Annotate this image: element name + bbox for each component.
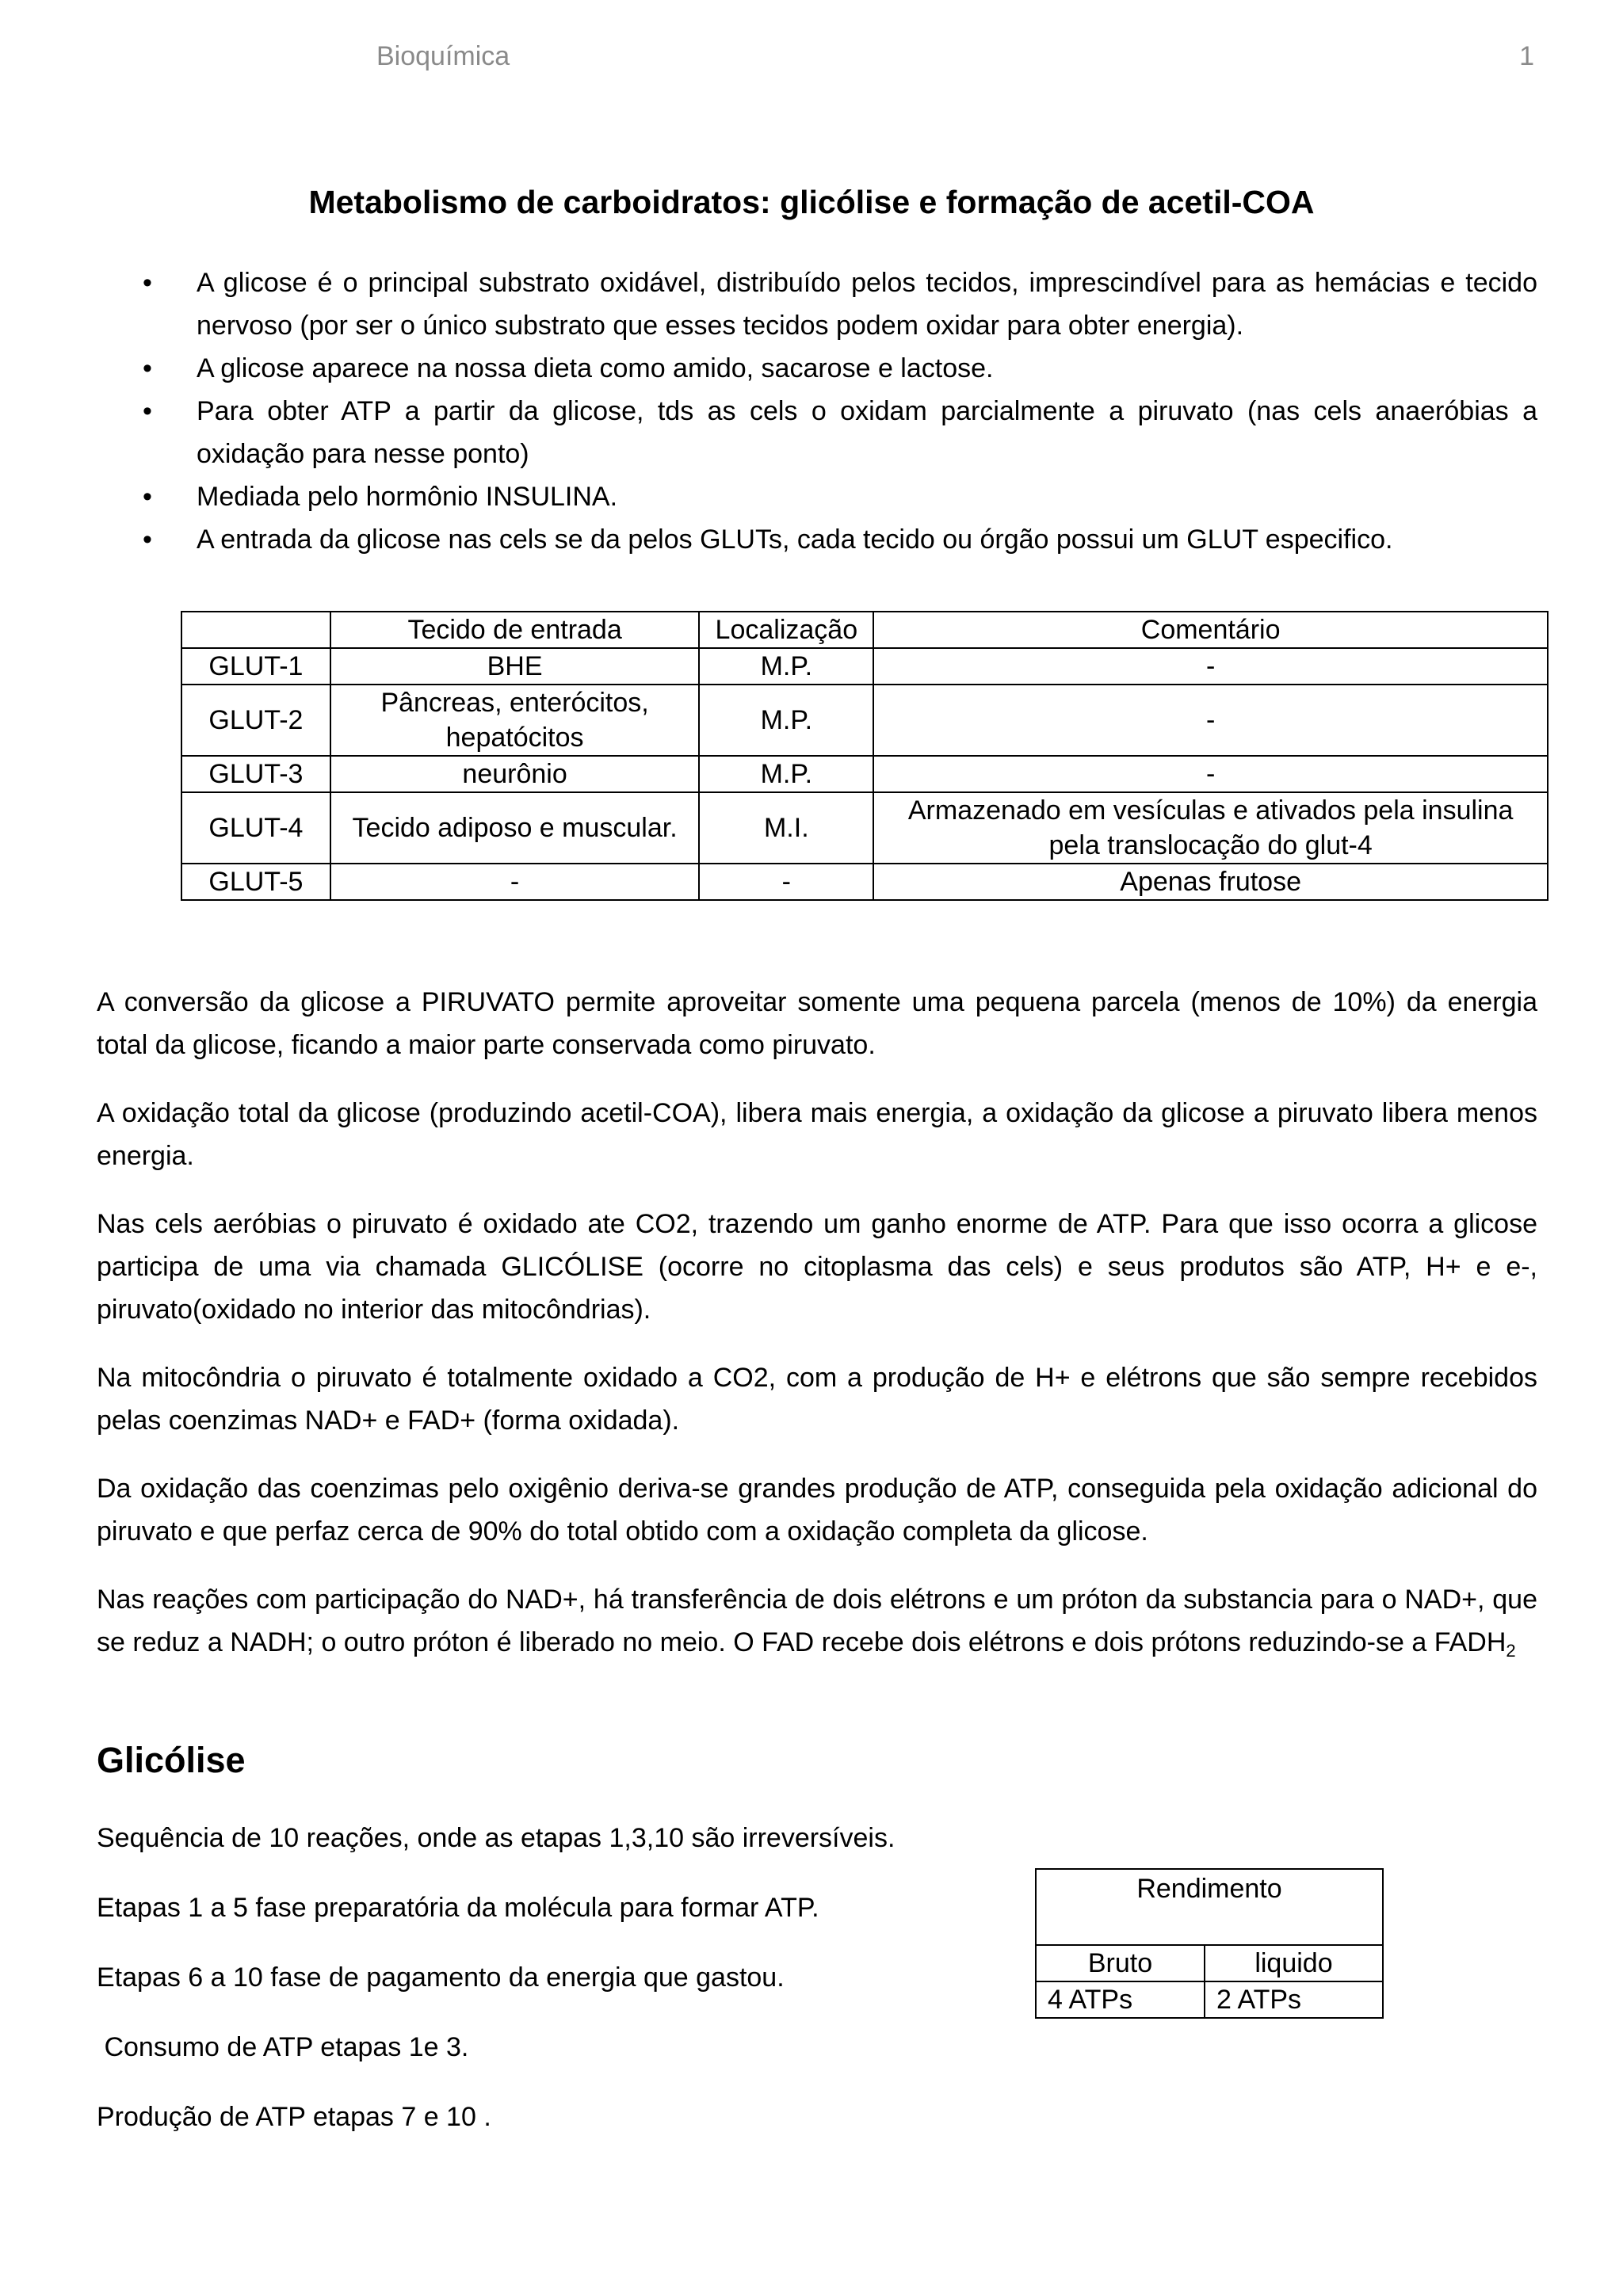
table-cell: GLUT-3	[181, 756, 330, 792]
step-item: Produção de ATP etapas 7 e 10 .	[97, 2102, 491, 2132]
table-cell: neurônio	[330, 756, 700, 792]
table-cell: M.P.	[699, 756, 873, 792]
document-title: Metabolismo de carboidratos: glicólise e formação de acetil-COA	[308, 184, 1315, 220]
table-cell: GLUT-4	[181, 792, 330, 864]
table-cell: Tecido adiposo e muscular.	[330, 792, 700, 864]
table-cell: -	[873, 685, 1548, 756]
table-header-cell: Bruto	[1036, 1945, 1205, 1981]
table-cell: M.I.	[699, 792, 873, 864]
table-row	[181, 648, 1548, 685]
bullet-item: • A glicose aparece na nossa dieta como amido, sacarose e lactose.	[143, 347, 1537, 390]
table-cell: M.P.	[699, 685, 873, 756]
table-cell: Apenas frutose	[873, 864, 1548, 900]
paragraph	[97, 1578, 1537, 1672]
table-cell: M.P.	[699, 648, 873, 685]
step-item: Etapas 1 a 5 fase preparatória da molécula para formar ATP.	[97, 1893, 819, 1923]
table-row	[181, 792, 1548, 864]
table-title-cell: Rendimento	[1036, 1869, 1383, 1945]
step-item: Sequência de 10 reações, onde as etapas 1,3,10 são irreversíveis.	[97, 1823, 896, 1853]
steps-list	[97, 1817, 968, 2165]
table-row	[181, 864, 1548, 900]
table-header-cell	[181, 612, 330, 648]
table-cell: BHE	[330, 648, 700, 685]
glut-table	[181, 611, 1549, 901]
table-row	[181, 685, 1548, 756]
table-header-row	[181, 612, 1548, 648]
table-header-cell: Localização	[699, 612, 873, 648]
paragraph: A oxidação total da glicose (produzindo acetil-COA), libera mais energia, a oxidação da glicose a piruvato libera menos energia.	[97, 1098, 1537, 1171]
table-cell: 4 ATPs	[1036, 1981, 1205, 2018]
table-header-row	[1036, 1945, 1383, 1981]
table-cell: Pâncreas, enterócitos, hepatócitos	[330, 685, 700, 756]
table-cell: GLUT-2	[181, 685, 330, 756]
step-item: Etapas 6 a 10 fase de pagamento da energia que gastou.	[97, 1962, 785, 1993]
paragraph-text: Nas reações com participação do NAD+, há transferência de dois elétrons e um próton da substancia para o NAD+, que se reduz a NADH; o outro próton é liberado no meio. O FAD recebe dois elétrons e dois prótons reduzindo-se a FADH	[97, 1585, 1537, 1657]
table-cell: 2 ATPs	[1205, 1981, 1383, 2018]
table-row	[1036, 1981, 1383, 2018]
paragraph: Na mitocôndria o piruvato é totalmente oxidado a CO2, com a produção de H+ e elétrons que são sempre recebidos pelas coenzimas NAD+ e FAD+ (forma oxidada).	[97, 1363, 1537, 1436]
header-title: Bioquímica	[376, 41, 510, 71]
paragraph: Da oxidação das coenzimas pelo oxigênio deriva-se grandes produção de ATP, conseguida pela oxidação adicional do piruvato e que perfaz cerca de 90% do total obtido com a oxidação completa da glicose.	[97, 1474, 1537, 1547]
page-number: 1	[1519, 41, 1534, 71]
rendimento-table	[1035, 1868, 1384, 2019]
bullet-item: • Para obter ATP a partir da glicose, tds as cels o oxidam parcialmente a piruvato (nas cels anaeróbias a oxidação para nesse ponto)	[143, 390, 1537, 475]
section-heading: Glicólise	[97, 1740, 246, 1780]
bullet-list	[143, 261, 1537, 561]
table-row	[181, 756, 1548, 792]
subscript: 2	[1506, 1641, 1516, 1661]
table-cell: GLUT-5	[181, 864, 330, 900]
table-cell: -	[699, 864, 873, 900]
table-header-cell: Comentário	[873, 612, 1548, 648]
table-cell: GLUT-1	[181, 648, 330, 685]
table-cell: Armazenado em vesículas e ativados pela insulina pela translocação do glut-4	[873, 792, 1548, 864]
table-header-cell: Tecido de entrada	[330, 612, 700, 648]
table-header-cell: liquido	[1205, 1945, 1383, 1981]
body-text	[97, 981, 1537, 1698]
step-item: Consumo de ATP etapas 1e 3.	[97, 2032, 469, 2062]
paragraph: A conversão da glicose a PIRUVATO permite aproveitar somente uma pequena parcela (menos de 10%) da energia total da glicose, ficando a maior parte conservada como piruvato.	[97, 987, 1537, 1060]
paragraph: Nas cels aeróbias o piruvato é oxidado ate CO2, trazendo um ganho enorme de ATP. Para que isso ocorra a glicose participa de uma via chamada GLICÓLISE (ocorre no citoplasma das cels) e seus produtos são ATP, H+ e e-, piruvato(oxidado no interior das mitocôndrias).	[97, 1209, 1537, 1325]
bullet-item: • Mediada pelo hormônio INSULINA.	[143, 475, 1537, 518]
bullet-item: • A entrada da glicose nas cels se da pelos GLUTs, cada tecido ou órgão possui um GLUT especifico.	[143, 518, 1537, 561]
table-cell: -	[873, 756, 1548, 792]
table-header-row	[1036, 1869, 1383, 1945]
table-cell: -	[873, 648, 1548, 685]
bullet-item: • A glicose é o principal substrato oxidável, distribuído pelos tecidos, imprescindível para as hemácias e tecido nervoso (por ser o único substrato que esses tecidos podem oxidar para obter energia).	[143, 261, 1537, 347]
table-cell: -	[330, 864, 700, 900]
